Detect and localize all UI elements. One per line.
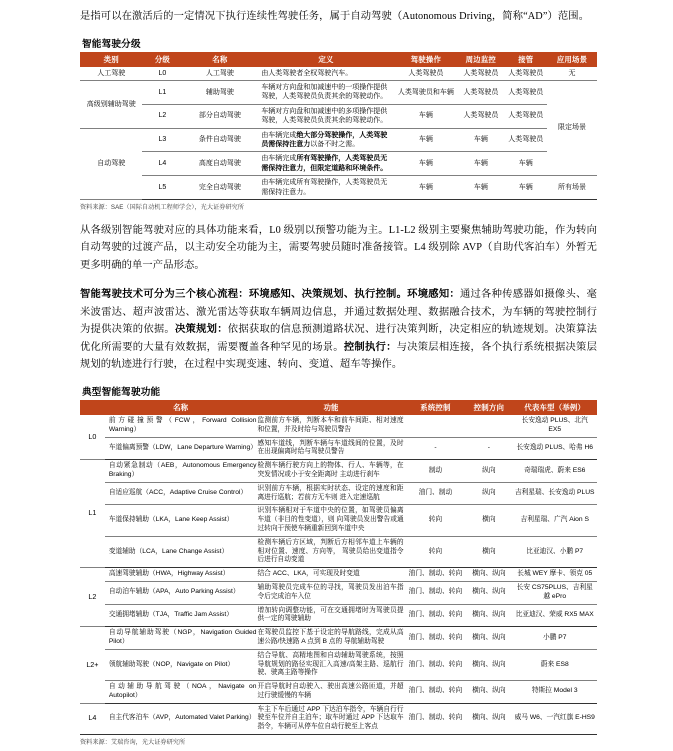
table-driving-levels	[80, 52, 597, 200]
cell-control-direction: 纵向	[465, 482, 512, 505]
table-1-body	[80, 67, 597, 200]
cell-scenario: 所有场景	[547, 176, 597, 200]
cell-monitoring: 车辆	[457, 152, 504, 176]
cell-control-direction: 纵向	[465, 460, 512, 483]
cell-system-control: -	[406, 437, 466, 460]
cell-name: 辅助驾驶	[182, 80, 257, 104]
cell-monitoring: 人类驾驶员	[457, 67, 504, 81]
table-row	[80, 604, 597, 627]
table-row	[80, 536, 597, 567]
cell-function-name: 自适应巡航（ACC，Adaptive Cruise Control）	[105, 482, 257, 505]
table-row	[80, 104, 597, 128]
cell-function-desc: 辅助驾驶员完成车位的寻找，驾驶员发出泊车指令后完成泊车入位	[256, 581, 405, 604]
cell-function-desc: 检测车辆行驶方向上的物体、行人、车辆等，在突发情况或小于安全距离时 主动进行刹车	[256, 460, 405, 483]
cell-models: 比亚迪汉、荣威 RX5 MAX	[512, 604, 597, 627]
cell-name: 条件自动驾驶	[182, 128, 257, 152]
cell-level: L4	[142, 152, 182, 176]
cell-models: 特斯拉 Model 3	[512, 681, 597, 704]
cell-function-name: 领航辅助驾驶（NOP，Navigate on Pilot）	[105, 649, 257, 680]
cell-level: L2	[142, 104, 182, 128]
cell-models: 长安 CS75PLUS、吉利星越 ePro	[512, 581, 597, 604]
col-header-takeover: 接管	[505, 52, 547, 67]
col-header-control-direction: 控制方向	[465, 400, 512, 415]
table-1-header-row	[80, 52, 597, 67]
cell-function-name: 变道辅助（LCA，Lane Change Assist）	[105, 536, 257, 567]
cell-level: L1	[142, 80, 182, 104]
cell-operation: 车辆	[395, 104, 457, 128]
cell-definition: 由车辆完成所有驾驶操作，人类驾驶员无需保持注意力，但限定道路和环境条件。	[257, 152, 394, 176]
cell-function-desc: 结合 ACC、LKA，可实现及时变道	[256, 568, 405, 582]
cell-function-name: 交通拥堵辅助（TJA，Traffic Jam Assist）	[105, 604, 257, 627]
cell-system-control: 油门、制动、转向	[406, 627, 466, 650]
col-header-monitoring: 周边监控	[457, 52, 504, 67]
cell-function-desc: 结合导航、高精地图和自动辅助驾驶系统，按照导航规划的路径实现汇入高速/高架主路、巡航行驶、驶离主路等操作	[256, 649, 405, 680]
col-header-operation: 驾驶操作	[395, 52, 457, 67]
cell-models: 长安逸动 PLUS、北汽 EX5	[512, 415, 597, 437]
col-header-models: 代表车型（举例）	[512, 400, 597, 415]
cell-takeover: 车辆	[505, 152, 547, 176]
exhibit-typical-functions	[80, 384, 597, 746]
cell-system-control: 油门、制动、转向	[406, 568, 466, 582]
cell-system-control: 制动	[406, 460, 466, 483]
table-row	[80, 415, 597, 437]
col-header-func-name: 名称	[105, 400, 257, 415]
table-row	[80, 681, 597, 704]
tech-bold-1: 智能驾驶技术可分为三个核心流程：环境感知、决策规划、执行控制。环境感知：	[80, 289, 460, 301]
cell-operation: 人类驾驶员和车辆	[395, 80, 457, 104]
cell-level: L0	[142, 67, 182, 81]
cell-function-name: 车道保持辅助（LKA，Lane Keep Assist）	[105, 505, 257, 536]
cell-name: 部分自动驾驶	[182, 104, 257, 128]
cell-models: 蔚来 ES8	[512, 649, 597, 680]
cell-control-direction: 横向	[465, 536, 512, 567]
cell-system-control: 油门、制动	[406, 482, 466, 505]
cell-control-direction: -	[465, 437, 512, 460]
table-row	[80, 649, 597, 680]
cell-category: 人工驾驶	[80, 67, 142, 81]
table-row	[80, 627, 597, 650]
cell-takeover: 人类驾驶员	[505, 104, 547, 128]
cell-operation: 人类驾驶员	[395, 67, 457, 81]
cell-system-control: 油门、制动、转向	[406, 703, 466, 734]
cell-function-desc: 检测车辆后方区域，判断后方相邻车道上车辆的相对位置、速度、方向等， 驾驶员给出变道指令后进行自动变道	[256, 536, 405, 567]
cell-function-desc: 车主下车后通过 APP 下达泊车指令，车辆自行行驶至车位并自主泊车；取车时通过 APP 下达取车指令，车辆可从停车位自动行驶至上客点	[256, 703, 405, 734]
table-2-body	[80, 415, 597, 735]
table-row	[80, 176, 597, 200]
cell-control-direction: 横向、纵向	[465, 627, 512, 650]
tech-text-3: 与决策层相连接，各个执行系统根据决策层规划的轨迹进行行驶，在过程中实现变速、转向、变道、超车等操作。	[80, 341, 598, 371]
cell-function-desc: 监测前方车辆，判断本车和前车间距、相对速度和位置，并及时给与驾驶员警告	[256, 415, 405, 437]
cell-level: L1	[80, 460, 105, 568]
col-header-category: 类别	[80, 52, 142, 67]
cell-monitoring: 人类驾驶员	[457, 104, 504, 128]
cell-level: L3	[142, 128, 182, 152]
cell-control-direction: 横向	[465, 505, 512, 536]
cell-name: 人工驾驶	[182, 67, 257, 81]
table-row	[80, 437, 597, 460]
cell-system-control	[406, 415, 466, 437]
cell-function-name: 自主代客泊车（AVP，Automated Valet Parking）	[105, 703, 257, 734]
tech-text-2: 依据获取的信息预测道路状况、进行决策判断，决定相应的轨迹规划。决策算法优化所需要的大量有效数据，需要覆盖各种罕见的场景。	[80, 324, 598, 353]
cell-function-name: 前方碰撞预警（FCW，Forward Collision Warning）	[105, 415, 257, 437]
cell-takeover: 人类驾驶员	[505, 67, 547, 81]
cell-operation: 车辆	[395, 176, 457, 200]
levels-analysis-paragraph: 从各级别智能驾驶对应的具体功能来看，L0 级别以预警功能为主。L1-L2 级别主要聚焦辅助驾驶功能，作为转向自动驾驶的过渡产品，以主动安全功能为主，需要驾驶员随时准备接管。L4 级别除 AVP（自助代客泊车）外暂无更多明确的单一产品形态。	[80, 224, 597, 271]
cell-definition: 由车辆完成绝大部分驾驶操作，人类驾驶员需保持注意力以备不时之需。	[257, 128, 394, 152]
cell-function-name: 自动紧急制动（AEB，Autonomous Emergency Braking）	[105, 460, 257, 483]
cell-control-direction: 横向、纵向	[465, 649, 512, 680]
cell-category: 高级别辅助驾驶	[80, 80, 142, 128]
cell-system-control: 油门、制动、转向	[406, 604, 466, 627]
cell-system-control: 转向	[406, 505, 466, 536]
cell-control-direction: 横向、纵向	[465, 568, 512, 582]
cell-control-direction: 横向、纵向	[465, 703, 512, 734]
table-2-header-row	[80, 400, 597, 415]
cell-category: 自动驾驶	[80, 128, 142, 199]
col-header-level2	[80, 400, 105, 415]
cell-models: 长安逸动 PLUS、哈弗 H6	[512, 437, 597, 460]
cell-function-desc: 开启导航时自动驶入、驶出高速公路匝道，并超过行驶缓慢的车辆	[256, 681, 405, 704]
cell-system-control: 油门、制动、转向	[406, 649, 466, 680]
cell-models: 吉利星瑞、广汽 Aion S	[512, 505, 597, 536]
cell-function-desc: 感知车道线，判断车辆与车道线间的位置，及时在出现偏离时给与驾驶员警告	[256, 437, 405, 460]
table-row	[80, 128, 597, 152]
cell-name: 高度自动驾驶	[182, 152, 257, 176]
col-header-level: 分级	[142, 52, 182, 67]
cell-level: L2+	[80, 627, 105, 704]
cell-models: 小鹏 P7	[512, 627, 597, 650]
exhibit-2-title: 典型智能驾驶功能	[82, 386, 161, 398]
cell-name: 完全自动驾驶	[182, 176, 257, 200]
cell-function-desc: 增加转向调整功能，可在交通拥堵时为驾驶员提供一定的驾驶辅助	[256, 604, 405, 627]
table-row	[80, 482, 597, 505]
table-row	[80, 67, 597, 81]
cell-control-direction: 横向、纵向	[465, 581, 512, 604]
cell-definition: 由车辆完成所有驾驶操作，人类驾驶员无需保持注意力。	[257, 176, 394, 200]
cell-monitoring: 车辆	[457, 176, 504, 200]
col-header-system-control: 系统控制	[406, 400, 466, 415]
cell-models: 长城 WEY 摩卡、领克 05	[512, 568, 597, 582]
cell-system-control: 转向	[406, 536, 466, 567]
cell-definition: 车辆对方向盘和加减速中的一项操作提供驾驶，人类驾驶员负责其余的驾驶动作。	[257, 80, 394, 104]
cell-function-name: 高速驾驶辅助（HWA，Highway Assist）	[105, 568, 257, 582]
exhibit-1-title: 智能驾驶分级	[82, 38, 141, 50]
cell-function-desc: 识别前方车辆，根据实时状态、设定的速度和距离进行巡航；若前方无车则 进入定速巡航	[256, 482, 405, 505]
tech-flow-paragraph	[80, 286, 597, 374]
cell-models: 比亚迪汉、小鹏 P7	[512, 536, 597, 567]
tech-bold-3: 控制执行：	[343, 341, 397, 353]
cell-function-name: 自动辅助导航驾驶（NOA，Navigate on Autopilot）	[105, 681, 257, 704]
cell-models: 奇瑞瑞虎、蔚来 ES6	[512, 460, 597, 483]
exhibit-1-source: 资料来源：SAE（国际自动机工程师学会），光大证券研究所	[80, 203, 244, 211]
cell-function-desc: 识别车辆相对于车道中央的位置，如驾驶员偏离车道（非目的性变道），则 向驾驶员发出警告或通过转向干预使车辆重新回到车道中央	[256, 505, 405, 536]
cell-operation: 车辆	[395, 152, 457, 176]
table-row	[80, 505, 597, 536]
tech-text-1: 通过各种传感器如摄像头、毫米波雷达、超声波雷达、激光雷达等获取车辆周边信息，并通过数据处理、数据融合技术，为车辆的驾驶控制行为提供决策的依据。	[80, 289, 597, 336]
table-row	[80, 152, 597, 176]
cell-system-control: 油门、制动、转向	[406, 681, 466, 704]
cell-function-name: 自动导航辅助驾驶（NGP，Navigation Guided Pilot）	[105, 627, 257, 650]
col-header-definition: 定义	[257, 52, 394, 67]
exhibit-2-source: 资料来源：艾瑞咨询，光大证券研究所	[80, 739, 186, 747]
table-row	[80, 80, 597, 104]
cell-level: L5	[142, 176, 182, 200]
table-typical-functions	[80, 400, 597, 735]
cell-takeover: 人类驾驶员	[505, 128, 547, 152]
cell-scenario: 无	[547, 67, 597, 81]
exhibit-driving-levels	[80, 36, 597, 211]
table-row	[80, 581, 597, 604]
cell-function-desc: 在驾驶员监控下基于设定的导航路线，完成从高速公路/快速路 A 点到 B 点的 导航辅助驾驶	[256, 627, 405, 650]
cell-takeover: 车辆	[505, 176, 547, 200]
col-header-function: 功能	[256, 400, 405, 415]
col-header-scenario: 应用场景	[547, 52, 597, 67]
cell-takeover: 人类驾驶员	[505, 80, 547, 104]
cell-definition: 由人类驾驶者全权驾驶汽车。	[257, 67, 394, 81]
cell-level: L0	[80, 415, 105, 460]
cell-monitoring: 车辆	[457, 128, 504, 152]
cell-level: L2	[80, 568, 105, 627]
cell-monitoring: 人类驾驶员	[457, 80, 504, 104]
cell-operation: 车辆	[395, 128, 457, 152]
cell-level: L4	[80, 703, 105, 734]
cell-system-control: 油门、制动、转向	[406, 581, 466, 604]
cell-scenario: 限定场景	[547, 80, 597, 175]
cell-function-name: 车道偏离预警（LDW，Lane Departure Warning）	[105, 437, 257, 460]
cell-control-direction	[465, 415, 512, 437]
cell-models: 吉利星瑞、长安逸动 PLUS	[512, 482, 597, 505]
table-row	[80, 703, 597, 734]
cell-definition: 车辆对方向盘和加减速中的多项操作提供驾驶，人类驾驶员负责其余的驾驶动作。	[257, 104, 394, 128]
col-header-name: 名称	[182, 52, 257, 67]
cell-function-name: 自动泊车辅助（APA，Auto Parking Assist）	[105, 581, 257, 604]
tech-bold-2: 决策规划：	[175, 324, 228, 336]
cell-control-direction: 横向、纵向	[465, 604, 512, 627]
table-row	[80, 460, 597, 483]
intro-paragraph: 是指可以在激活后的一定情况下执行连续性驾驶任务，属于自动驾驶（Autonomous Driving，简称“AD”）范围。	[80, 11, 590, 22]
table-row	[80, 568, 597, 582]
cell-models: 威马 W6、一汽红旗 E-HS9	[512, 703, 597, 734]
cell-control-direction: 横向、纵向	[465, 681, 512, 704]
